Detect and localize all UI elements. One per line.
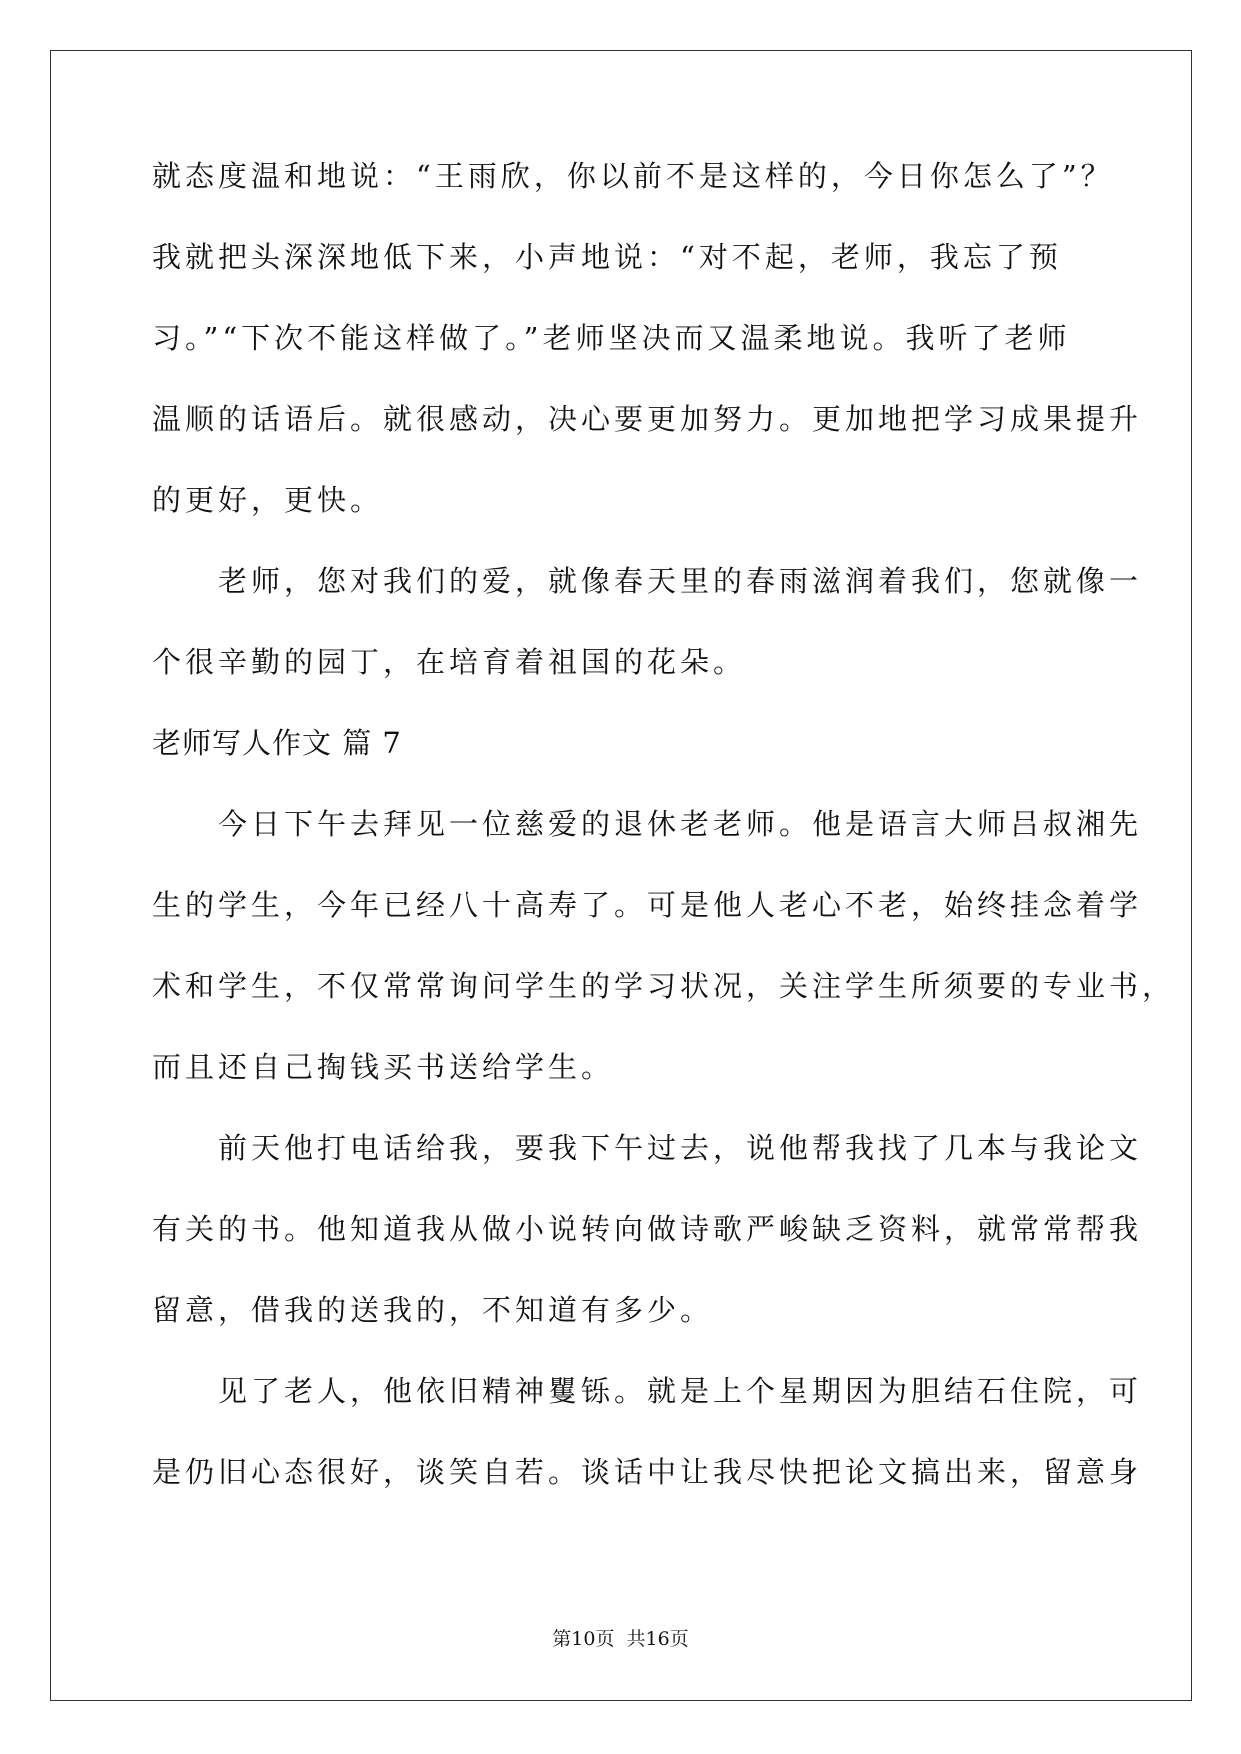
text-line: 就态度温和地说：“王雨欣，你以前不是这样的，今日你怎么了”？ xyxy=(152,159,1114,193)
page-number: 第10页 共16页 xyxy=(552,1628,689,1650)
text-line: 见了老人，他依旧精神矍铄。就是上个星期因为胆结石住院，可 xyxy=(152,1374,1143,1408)
text-line: 我就把头深深地低下来，小声地说：“对不起，老师，我忘了预 xyxy=(152,240,1062,274)
text-line: 温顺的话语后。就很感动，决心要更加努力。更加地把学习成果提升 xyxy=(152,402,1143,436)
text-line: 而且还自己掏钱买书送给学生。 xyxy=(152,1050,615,1084)
text-line: 生的学生，今年已经八十高寿了。可是他人老心不老，始终挂念着学 xyxy=(152,888,1143,922)
document-body xyxy=(152,158,1176,1535)
text-line: 前天他打电话给我，要我下午过去，说他帮我找了几本与我论文 xyxy=(152,1131,1143,1165)
text-line: 个很辛勤的园丁，在培育着祖国的花朵。 xyxy=(152,645,747,679)
text-line: 是仍旧心态很好，谈笑自若。谈话中让我尽快把论文搞出来，留意身 xyxy=(152,1455,1143,1489)
text-line: 的更好，更快。 xyxy=(152,483,384,517)
text-line: 术和学生，不仅常常询问学生的学习状况，关注学生所须要的专业书， xyxy=(152,969,1176,1003)
text-line: 习。”“下次不能这样做了。”老师坚决而又温柔地说。我听了老师 xyxy=(152,321,1071,355)
text-line: 留意，借我的送我的，不知道有多少。 xyxy=(152,1293,714,1327)
text-line: 老师，您对我们的爱，就像春天里的春雨滋润着我们，您就像一 xyxy=(152,564,1143,598)
text-line: 今日下午去拜见一位慈爱的退休老老师。他是语言大师吕叔湘先 xyxy=(152,807,1143,841)
section-heading: 老师写人作文 篇 7 xyxy=(152,726,402,760)
text-line: 有关的书。他知道我从做小说转向做诗歌严峻缺乏资料，就常常帮我 xyxy=(152,1212,1143,1246)
